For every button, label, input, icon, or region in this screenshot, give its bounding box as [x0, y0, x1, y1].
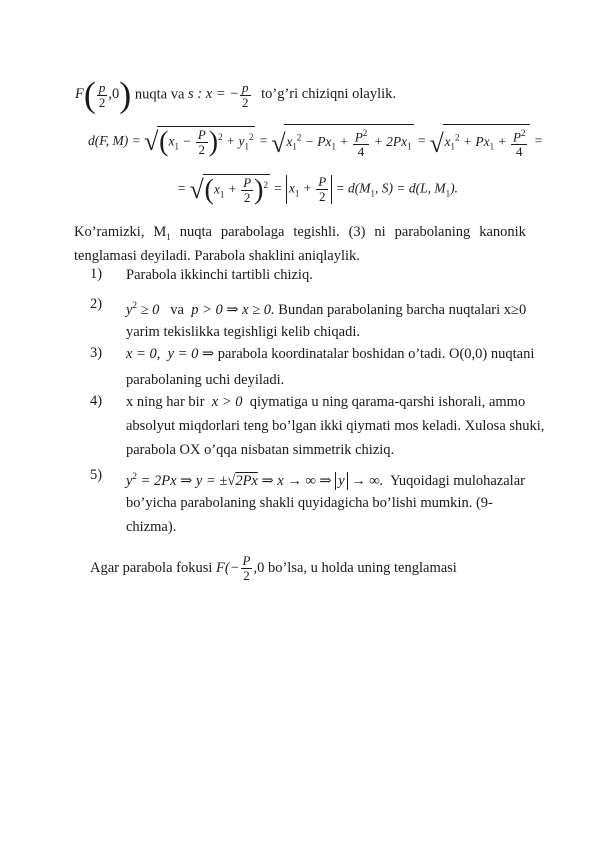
item-2-line-1: $y^2 \ge 0$ va p > 0 ⇒ x ≥ 0. Bundan parabolaning barcha nuqtalari x≥0	[126, 300, 527, 318]
item-4-number: 4)	[90, 393, 103, 409]
item-3-line-1: x = 0, y = 0 ⇒ parabola koordinatalar boshidan o’tadi. O(0,0) nuqtani	[126, 346, 535, 362]
para-line-2: tenglamasi deyiladi. Parabola shaklini aniqlaylik.	[74, 248, 360, 264]
item-5-line-3: chizma).	[126, 519, 177, 535]
item-4-line-2: absolyut miqdorlari teng bo’lgan ikki qiymati mos keladi. Xulosa shuki,	[126, 418, 545, 434]
formula-focus: F( $\frac{p}{2}$ ,0)	[75, 75, 132, 115]
para-line-1: Ko’ramizki, $M_1$ nuqta parabolaga tegishli. (3) ni parabolaning kanonik	[74, 224, 526, 242]
item-1-text: Parabola ikkinchi tartibli chiziq.	[126, 267, 313, 283]
formula-directrix: s : x = − $\frac{p}{2}$	[188, 79, 249, 110]
last-line: Agar parabola fokusi F(− $\frac{P}{2}$ ,0 bo’lsa, u holda uning tenglamasi	[90, 553, 457, 583]
item-5-line-1: $y^2 = 2Px$ ⇒ y = ±√2Px ⇒ x → ∞ ⇒ y → ∞. Yuqoidagi mulohazalar	[126, 471, 525, 489]
line-focus-directrix	[75, 75, 397, 115]
item-2-line-2: yarim tekislikka tegishligi kelib chiqadi.	[126, 324, 360, 340]
item-1-number: 1)	[90, 266, 103, 282]
item-4-line-3: parabola OX o’qqa nisbatan simmetrik chiziq.	[126, 442, 395, 458]
item-4-line-1: x ning har bir x > 0 qiymatiga u ning qarama-qarshi ishorali, ammo	[126, 394, 526, 410]
text-tail: to’g’ri chiziqni olaylik.	[261, 86, 397, 103]
formula-distance-cont: = √ ($x_1$ + $\frac{P}{2}$ )$^2 = x_1$ + $\frac{P}{2}$ = $d(M_1$, S) = d(L, $M_1$).	[177, 174, 459, 206]
item-2-number: 2)	[90, 296, 103, 312]
text-nuqta-va: nuqta va	[134, 86, 185, 103]
item-3-line-2: parabolaning uchi deyiladi.	[126, 372, 285, 388]
item-5-line-2: bo’yicha parabolaning shakli quyidagicha bo’lishi mumkin. (9-	[126, 495, 493, 511]
item-5-number: 5)	[90, 467, 103, 483]
item-3-number: 3)	[90, 345, 103, 361]
formula-distance: d(F, M) = √ ($x_1$ − $\frac{P}{2}$ )$^2 + y_1^2$ = √ $x_1^2 - Px_1$ + $\frac{P^2}{4}$ + $2Px_1$ = √ $x_1^2 + Px_1$ + $\frac{P^2}{4}$ =	[88, 124, 543, 159]
